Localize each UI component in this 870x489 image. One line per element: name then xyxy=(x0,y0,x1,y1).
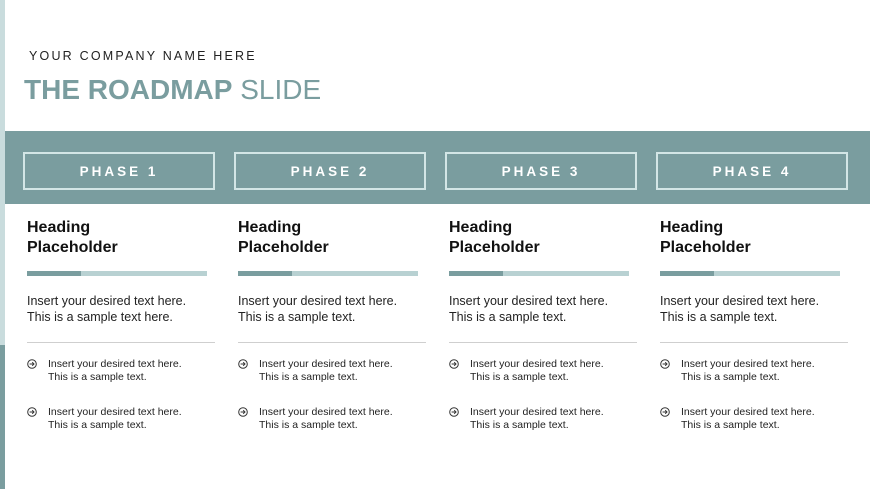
bullet-item xyxy=(27,406,217,432)
bullet-item xyxy=(238,358,428,384)
phase-heading-line1: Heading xyxy=(27,219,91,236)
bullet-line1: Insert your desired text here. xyxy=(259,358,393,370)
phase-body-line1: Insert your desired text here. xyxy=(238,294,398,308)
phase-2-box: PHASE 2 xyxy=(234,152,426,190)
divider xyxy=(238,342,426,343)
phase-body-text xyxy=(238,293,428,325)
phase-heading xyxy=(238,218,428,258)
arrow-circle-icon xyxy=(449,359,459,369)
phase-body-text xyxy=(449,293,639,325)
phase-3-box: PHASE 3 xyxy=(445,152,637,190)
bullet-line1: Insert your desired text here. xyxy=(48,406,182,418)
phase-4-box: PHASE 4 xyxy=(656,152,848,190)
phase-progress-fill xyxy=(27,271,81,276)
phase-body-line1: Insert your desired text here. xyxy=(27,294,187,308)
phase-progress-bar xyxy=(660,271,840,276)
phase-body-line2: This is a sample text here. xyxy=(27,310,173,324)
slide-title-rest: SLIDE xyxy=(232,74,322,105)
phase-body-line2: This is a sample text. xyxy=(238,310,356,324)
divider xyxy=(449,342,637,343)
bullet-item xyxy=(449,406,639,432)
bullet-item xyxy=(449,358,639,384)
bullet-line1: Insert your desired text here. xyxy=(681,358,815,370)
phase-body-line1: Insert your desired text here. xyxy=(660,294,820,308)
arrow-circle-icon xyxy=(660,359,670,369)
bullet-line2: This is a sample text. xyxy=(259,371,358,383)
phase-progress-bar xyxy=(238,271,418,276)
arrow-circle-icon xyxy=(238,359,248,369)
phase-progress-fill xyxy=(449,271,503,276)
phase-heading xyxy=(660,218,850,258)
phase-heading-line2: Placeholder xyxy=(449,239,540,256)
phase-heading-line2: Placeholder xyxy=(238,239,329,256)
phase-heading xyxy=(27,218,217,258)
phase-body-line2: This is a sample text. xyxy=(660,310,778,324)
phase-body-text xyxy=(660,293,850,325)
divider xyxy=(27,342,215,343)
phase-progress-bar xyxy=(449,271,629,276)
phase-heading-line1: Heading xyxy=(238,219,302,236)
bullet-line2: This is a sample text. xyxy=(681,371,780,383)
phase-progress-fill xyxy=(238,271,292,276)
phase-2-column xyxy=(238,218,428,432)
arrow-circle-icon xyxy=(27,407,37,417)
bullet-line1: Insert your desired text here. xyxy=(259,406,393,418)
phase-3-column xyxy=(449,218,639,432)
arrow-circle-icon xyxy=(238,407,248,417)
slide-title-bold: THE ROADMAP xyxy=(24,74,233,105)
bullet-line2: This is a sample text. xyxy=(48,371,147,383)
arrow-circle-icon xyxy=(660,407,670,417)
phase-progress-bar xyxy=(27,271,207,276)
bullet-line1: Insert your desired text here. xyxy=(48,358,182,370)
divider xyxy=(660,342,848,343)
company-name: YOUR COMPANY NAME HERE xyxy=(29,49,257,63)
bullet-line1: Insert your desired text here. xyxy=(681,406,815,418)
bullet-item xyxy=(660,406,850,432)
left-accent-bar-bottom xyxy=(0,345,5,489)
phase-heading-line2: Placeholder xyxy=(27,239,118,256)
bullet-line2: This is a sample text. xyxy=(48,419,147,431)
phase-heading-line1: Heading xyxy=(449,219,513,236)
arrow-circle-icon xyxy=(27,359,37,369)
phase-body-line2: This is a sample text. xyxy=(449,310,567,324)
phase-body-line1: Insert your desired text here. xyxy=(449,294,609,308)
bullet-item xyxy=(27,358,217,384)
phase-heading-line1: Heading xyxy=(660,219,724,236)
bullet-line1: Insert your desired text here. xyxy=(470,406,604,418)
phase-1-column xyxy=(27,218,217,432)
phase-heading xyxy=(449,218,639,258)
bullet-line2: This is a sample text. xyxy=(470,371,569,383)
bullet-line2: This is a sample text. xyxy=(470,419,569,431)
phase-progress-fill xyxy=(660,271,714,276)
bullet-line2: This is a sample text. xyxy=(259,419,358,431)
bullet-line2: This is a sample text. xyxy=(681,419,780,431)
slide-title xyxy=(24,74,321,106)
phase-heading-line2: Placeholder xyxy=(660,239,751,256)
phase-1-box: PHASE 1 xyxy=(23,152,215,190)
bullet-item xyxy=(238,406,428,432)
arrow-circle-icon xyxy=(449,407,459,417)
phase-body-text xyxy=(27,293,217,325)
bullet-line1: Insert your desired text here. xyxy=(470,358,604,370)
phase-4-column xyxy=(660,218,850,432)
bullet-item xyxy=(660,358,850,384)
